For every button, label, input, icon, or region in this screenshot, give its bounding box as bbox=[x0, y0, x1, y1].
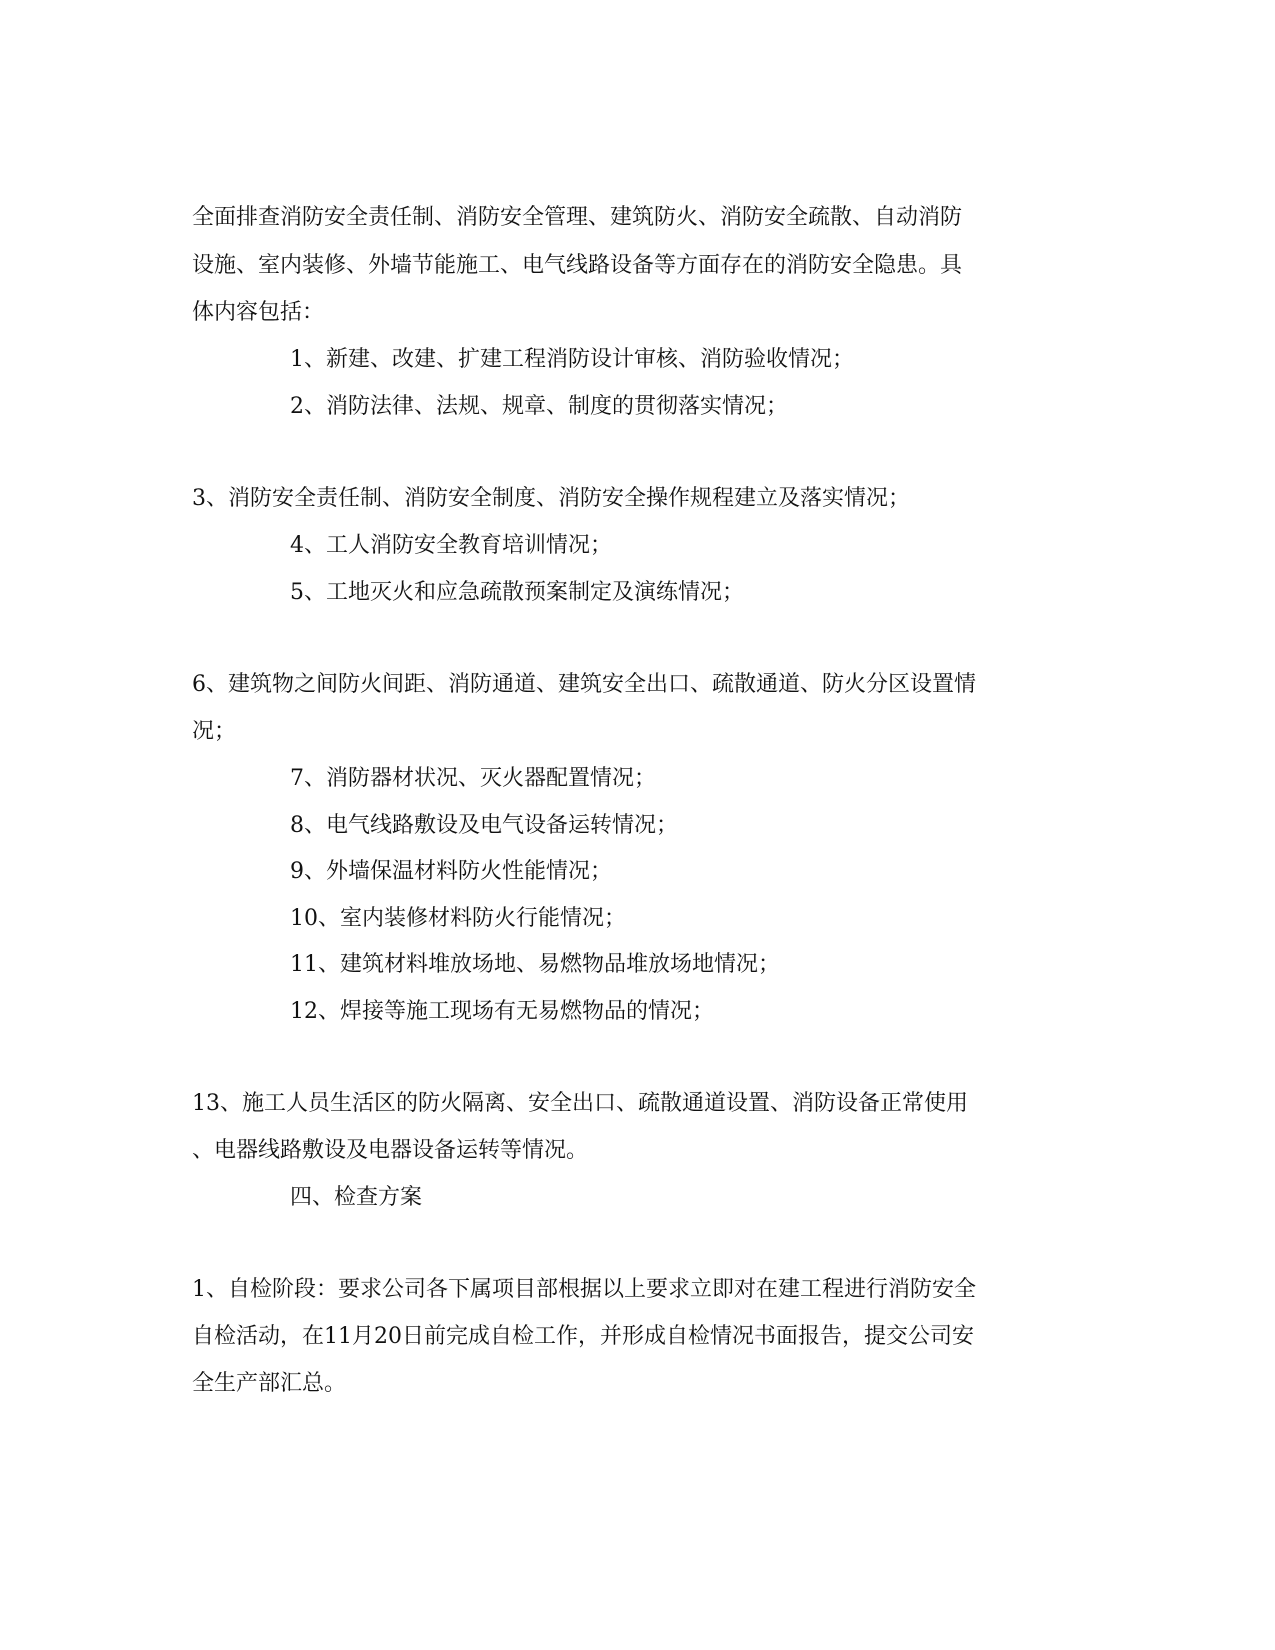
intro-line: 设施、室内装修、外墙节能施工、电气线路设备等方面存在的消防安全隐患。具 bbox=[192, 253, 963, 278]
list-item: 10、室内装修材料防火行能情况； bbox=[290, 906, 626, 931]
list-item: 12、焊接等施工现场有无易燃物品的情况； bbox=[290, 999, 714, 1024]
plan-line: 1、自检阶段：要求公司各下属项目部根据以上要求立即对在建工程进行消防安全 bbox=[192, 1277, 976, 1302]
plan-line: 自检活动，在11月20日前完成自检工作，并形成自检情况书面报告，提交公司安 bbox=[192, 1324, 974, 1349]
list-item: 11、建筑材料堆放场地、易燃物品堆放场地情况； bbox=[290, 952, 780, 977]
list-item: 7、消防器材状况、灭火器配置情况； bbox=[290, 766, 656, 791]
list-item: 1、新建、改建、扩建工程消防设计审核、消防验收情况； bbox=[290, 347, 854, 372]
list-item: 9、外墙保温材料防火性能情况； bbox=[290, 859, 612, 884]
list-item-continuation: 、电器线路敷设及电器设备运转等情况。 bbox=[192, 1138, 589, 1163]
section-heading: 四、检查方案 bbox=[290, 1185, 423, 1210]
list-item: 6、建筑物之间防火间距、消防通道、建筑安全出口、疏散通道、防火分区设置情 bbox=[192, 672, 976, 697]
plan-line: 全生产部汇总。 bbox=[192, 1371, 347, 1396]
list-item-continuation: 况； bbox=[192, 719, 237, 744]
list-item: 4、工人消防安全教育培训情况； bbox=[290, 533, 612, 558]
list-item: 3、消防安全责任制、消防安全制度、消防安全操作规程建立及落实情况； bbox=[192, 486, 910, 511]
list-item: 2、消防法律、法规、规章、制度的贯彻落实情况； bbox=[290, 394, 788, 419]
list-item: 13、施工人员生活区的防火隔离、安全出口、疏散通道设置、消防设备正常使用 bbox=[192, 1091, 968, 1116]
intro-line: 全面排查消防安全责任制、消防安全管理、建筑防火、消防安全疏散、自动消防 bbox=[192, 205, 963, 230]
list-item: 5、工地灭火和应急疏散预案制定及演练情况； bbox=[290, 580, 744, 605]
list-item: 8、电气线路敷设及电气设备运转情况； bbox=[290, 813, 678, 838]
intro-line: 体内容包括： bbox=[192, 300, 325, 325]
